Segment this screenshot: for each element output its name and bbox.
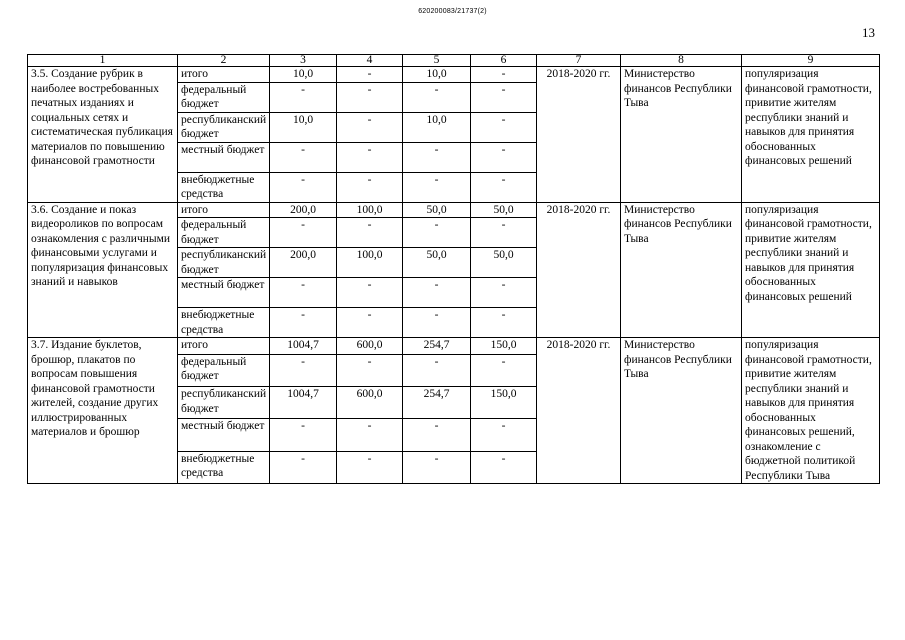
amount-cell: - (337, 82, 403, 112)
activity-title: 3.7. Издание буклетов, брошюр, плакатов по вопросам повышения финансовой грамотности жителей, создание других иллюстрированных материалов и брошюр (28, 338, 178, 484)
funding-source: республиканский бюджет (178, 248, 270, 278)
amount-cell: - (403, 354, 471, 386)
amount-cell: - (270, 419, 337, 451)
column-header: 5 (403, 55, 471, 67)
amount-cell: - (337, 218, 403, 248)
period-cell: 2018-2020 гг. (537, 338, 621, 484)
table-row (28, 67, 880, 83)
amount-cell: - (270, 218, 337, 248)
column-header: 3 (270, 55, 337, 67)
amount-cell: - (471, 112, 537, 142)
amount-cell: - (403, 172, 471, 202)
funding-source: местный бюджет (178, 142, 270, 172)
amount-cell: - (471, 308, 537, 338)
amount-cell: - (403, 278, 471, 308)
column-header: 1 (28, 55, 178, 67)
amount-cell: 150,0 (471, 387, 537, 419)
executor-cell: Министерство финансов Республики Тыва (621, 67, 742, 203)
funding-source: федеральный бюджет (178, 218, 270, 248)
amount-cell: - (471, 67, 537, 83)
funding-source: федеральный бюджет (178, 354, 270, 386)
amount-cell: 600,0 (337, 387, 403, 419)
amount-cell: - (403, 82, 471, 112)
amount-cell: 10,0 (403, 112, 471, 142)
column-header: 7 (537, 55, 621, 67)
funding-source: местный бюджет (178, 419, 270, 451)
amount-cell: - (403, 419, 471, 451)
period-cell: 2018-2020 гг. (537, 202, 621, 338)
amount-cell: - (403, 451, 471, 483)
amount-cell: - (337, 172, 403, 202)
amount-cell: - (270, 142, 337, 172)
document-id: 620200083/21737(2) (418, 8, 487, 15)
funding-source: итого (178, 67, 270, 83)
amount-cell: - (471, 172, 537, 202)
amount-cell: 100,0 (337, 202, 403, 218)
amount-cell: 50,0 (403, 202, 471, 218)
expected-result-cell: популяризация финансовой грамотности, привитие жителям республики знаний и навыков для принятия обоснованных финансовых решений, ознакомление с бюджетной политикой Республики Тыва (742, 338, 880, 484)
funding-source: внебюджетные средства (178, 451, 270, 483)
amount-cell: - (270, 82, 337, 112)
amount-cell: - (471, 218, 537, 248)
amount-cell: - (337, 67, 403, 83)
amount-cell: - (270, 172, 337, 202)
expected-result-cell: популяризация финансовой грамотности, привитие жителям республики знаний и навыков для принятия обоснованных финансовых решений (742, 202, 880, 338)
program-table (27, 54, 880, 484)
page-number: 13 (862, 25, 875, 40)
column-header: 2 (178, 55, 270, 67)
amount-cell: 1004,7 (270, 338, 337, 355)
funding-source: внебюджетные средства (178, 172, 270, 202)
funding-source: местный бюджет (178, 278, 270, 308)
amount-cell: 200,0 (270, 202, 337, 218)
table-row (28, 338, 880, 355)
funding-source: республиканский бюджет (178, 387, 270, 419)
column-header: 9 (742, 55, 880, 67)
executor-cell: Министерство финансов Республики Тыва (621, 202, 742, 338)
amount-cell: - (471, 278, 537, 308)
amount-cell: - (270, 451, 337, 483)
amount-cell: 50,0 (471, 248, 537, 278)
amount-cell: - (337, 308, 403, 338)
column-header: 4 (337, 55, 403, 67)
amount-cell: 10,0 (270, 112, 337, 142)
amount-cell: - (337, 419, 403, 451)
amount-cell: - (270, 278, 337, 308)
amount-cell: 100,0 (337, 248, 403, 278)
amount-cell: 200,0 (270, 248, 337, 278)
amount-cell: 1004,7 (270, 387, 337, 419)
amount-cell: - (471, 354, 537, 386)
amount-cell: - (471, 419, 537, 451)
activity-title: 3.6. Создание и показ видеороликов по вопросам ознакомления с различными финансовыми услугами и популяризация финансовых знаний и навыков (28, 202, 178, 338)
funding-source: республиканский бюджет (178, 112, 270, 142)
funding-source: внебюджетные средства (178, 308, 270, 338)
amount-cell: - (270, 354, 337, 386)
expected-result-cell: популяризация финансовой грамотности, привитие жителям республики знаний и навыков для принятия обоснованных финансовых решений (742, 67, 880, 203)
amount-cell: - (403, 308, 471, 338)
amount-cell: 600,0 (337, 338, 403, 355)
amount-cell: 10,0 (403, 67, 471, 83)
amount-cell: 50,0 (471, 202, 537, 218)
table-row (28, 202, 880, 218)
amount-cell: 150,0 (471, 338, 537, 355)
amount-cell: - (471, 82, 537, 112)
amount-cell: - (403, 218, 471, 248)
amount-cell: 10,0 (270, 67, 337, 83)
funding-source: итого (178, 202, 270, 218)
amount-cell: - (337, 278, 403, 308)
amount-cell: - (403, 142, 471, 172)
amount-cell: - (471, 451, 537, 483)
amount-cell: - (337, 112, 403, 142)
amount-cell: - (471, 142, 537, 172)
amount-cell: - (270, 308, 337, 338)
column-header-row (28, 55, 880, 67)
amount-cell: - (337, 451, 403, 483)
column-header: 8 (621, 55, 742, 67)
executor-cell: Министерство финансов Республики Тыва (621, 338, 742, 484)
column-header: 6 (471, 55, 537, 67)
funding-source: итого (178, 338, 270, 355)
amount-cell: - (337, 142, 403, 172)
funding-source: федеральный бюджет (178, 82, 270, 112)
amount-cell: 254,7 (403, 387, 471, 419)
amount-cell: 50,0 (403, 248, 471, 278)
activity-title: 3.5. Создание рубрик в наиболее востребованных печатных изданиях и социальных сетях и систематическая публикация материалов по повышению финансовой грамотности (28, 67, 178, 203)
period-cell: 2018-2020 гг. (537, 67, 621, 203)
amount-cell: 254,7 (403, 338, 471, 355)
amount-cell: - (337, 354, 403, 386)
